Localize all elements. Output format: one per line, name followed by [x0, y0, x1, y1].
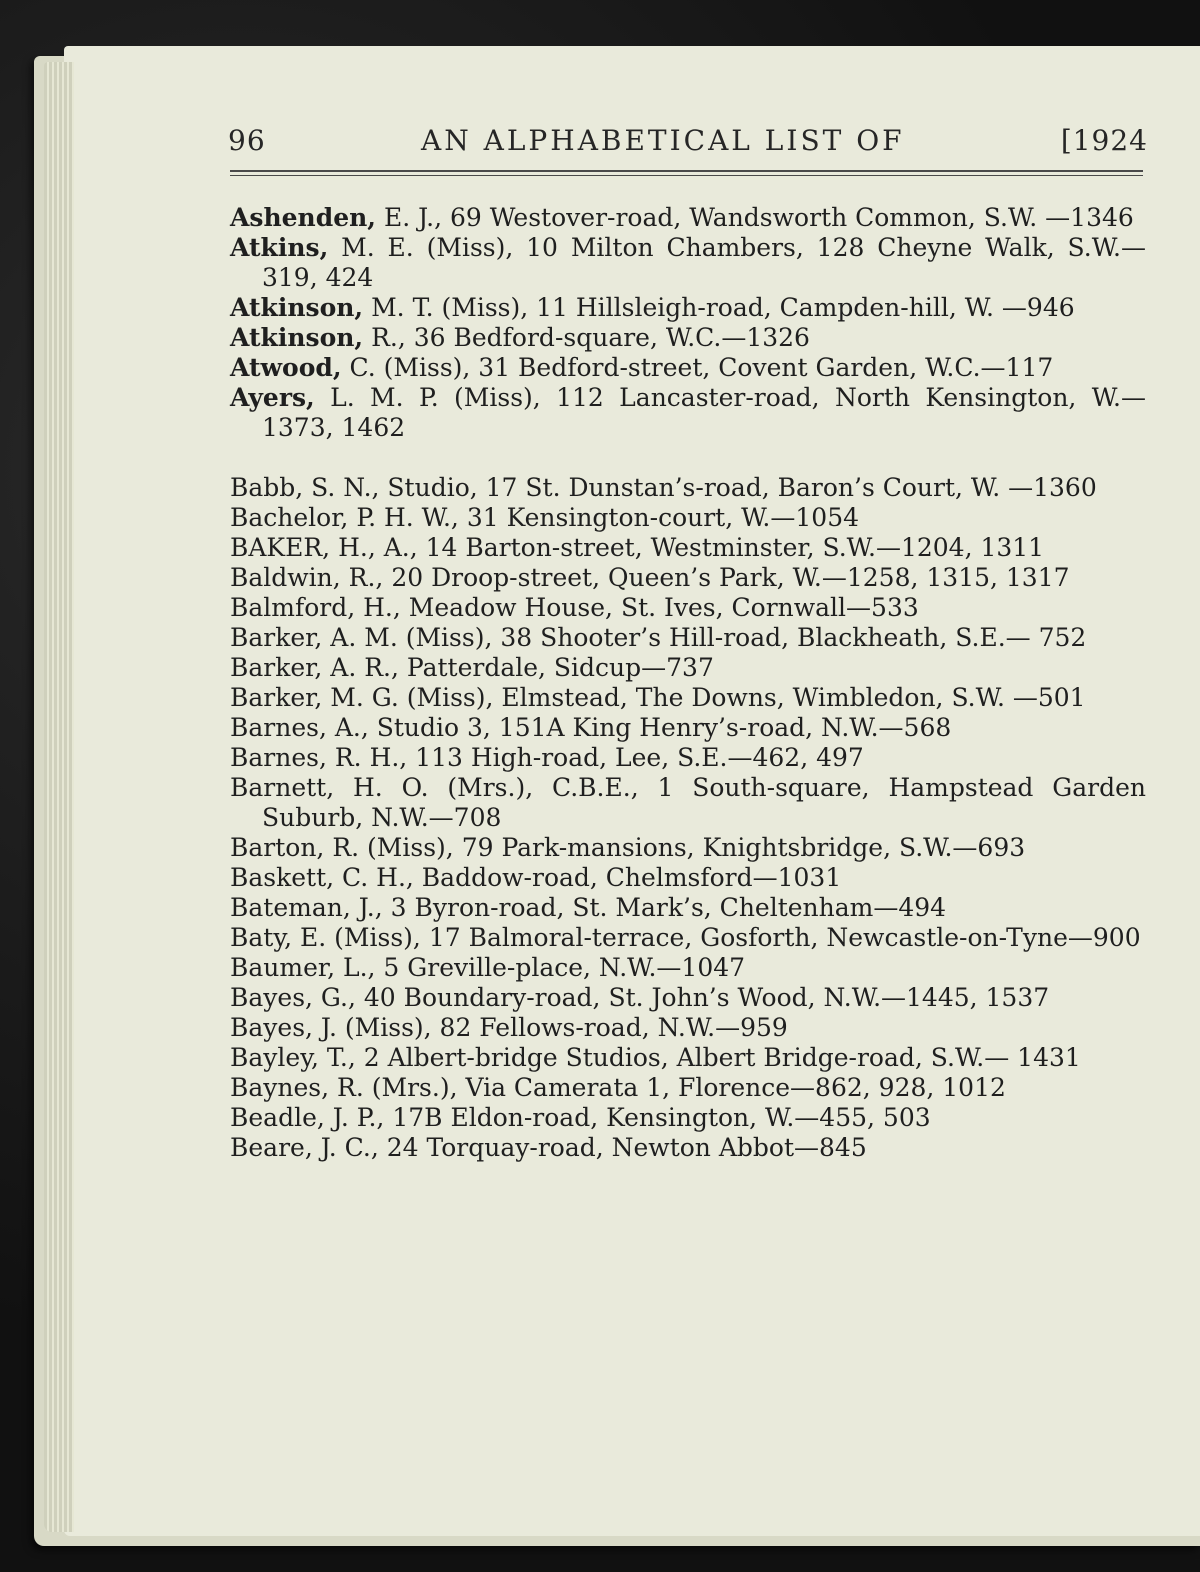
- list-item: Beadle, J. P., 17B Eldon-road, Kensington, W.—455, 503: [230, 1103, 931, 1132]
- running-title: AN ALPHABETICAL LIST OF: [421, 124, 905, 157]
- list-item: Bayes, J. (Miss), 82 Fellows-road, N.W.—959: [230, 1013, 788, 1042]
- section-gap: [230, 443, 1146, 473]
- list-item: Beare, J. C., 24 Torquay-road, Newton Abbot—845: [230, 1133, 867, 1162]
- list-item: Bateman, J., 3 Byron-road, St. Mark’s, Cheltenham—494: [230, 893, 947, 922]
- list-item: Atkinson, M. T. (Miss), 11 Hillsleigh-road, Campden-hill, W. —946: [230, 293, 1075, 322]
- list-item: Bayley, T., 2 Albert-bridge Studios, Albert Bridge-road, S.W.— 1431: [230, 1043, 1081, 1072]
- list-item: Baty, E. (Miss), 17 Balmoral-terrace, Gosforth, Newcastle-on-Tyne—900: [230, 923, 1141, 952]
- list-item: Ashenden, E. J., 69 Westover-road, Wandsworth Common, S.W. —1346: [230, 203, 1134, 232]
- list-item: Atkinson, R., 36 Bedford-square, W.C.—1326: [230, 323, 810, 352]
- list-item: BAKER, H., A., 14 Barton-street, Westminster, S.W.—1204, 1311: [230, 533, 1045, 562]
- list-item: Atwood, C. (Miss), 31 Bedford-street, Covent Garden, W.C.—117: [230, 353, 1054, 382]
- list-item: Atkins, M. E. (Miss), 10 Milton Chambers, 128 Cheyne Walk, S.W.—319, 424: [230, 233, 1146, 292]
- list-item: Ayers, L. M. P. (Miss), 112 Lancaster-road, North Kensington, W.—1373, 1462: [230, 383, 1146, 442]
- list-item: Baumer, L., 5 Greville-place, N.W.—1047: [230, 953, 746, 982]
- year-label: [1924: [1060, 124, 1148, 157]
- list-item: Barnett, H. O. (Mrs.), C.B.E., 1 South-square, Hampstead Garden Suburb, N.W.—708: [230, 773, 1146, 832]
- header-rule: [230, 170, 1143, 176]
- list-item: Bayes, G., 40 Boundary-road, St. John’s Wood, N.W.—1445, 1537: [230, 983, 1050, 1012]
- list-item: Barnes, R. H., 113 High-road, Lee, S.E.—462, 497: [230, 743, 864, 772]
- page-edges: [44, 62, 74, 1532]
- list-item: Baldwin, R., 20 Droop-street, Queen’s Park, W.—1258, 1315, 1317: [230, 563, 1070, 592]
- list-item: Bachelor, P. H. W., 31 Kensington-court, W.—1054: [230, 503, 860, 532]
- page-number: 96: [228, 124, 266, 157]
- list-item: Barnes, A., Studio 3, 151A King Henry’s-road, N.W.—568: [230, 713, 952, 742]
- list-item: Baskett, C. H., Baddow-road, Chelmsford—1031: [230, 863, 842, 892]
- list-item: Babb, S. N., Studio, 17 St. Dunstan’s-road, Baron’s Court, W. —1360: [230, 473, 1097, 502]
- list-item: Barker, M. G. (Miss), Elmstead, The Downs, Wimbledon, S.W. —501: [230, 683, 1086, 712]
- list-item: Baynes, R. (Mrs.), Via Camerata 1, Florence—862, 928, 1012: [230, 1073, 1006, 1102]
- list-item: Barker, A. M. (Miss), 38 Shooter’s Hill-road, Blackheath, S.E.— 752: [230, 623, 1087, 652]
- running-header: [228, 124, 1148, 164]
- list-item: Barton, R. (Miss), 79 Park-mansions, Knightsbridge, S.W.—693: [230, 833, 1026, 862]
- list-item: Balmford, H., Meadow House, St. Ives, Cornwall—533: [230, 593, 919, 622]
- list-item: Barker, A. R., Patterdale, Sidcup—737: [230, 653, 714, 682]
- directory-list: [230, 203, 1146, 1163]
